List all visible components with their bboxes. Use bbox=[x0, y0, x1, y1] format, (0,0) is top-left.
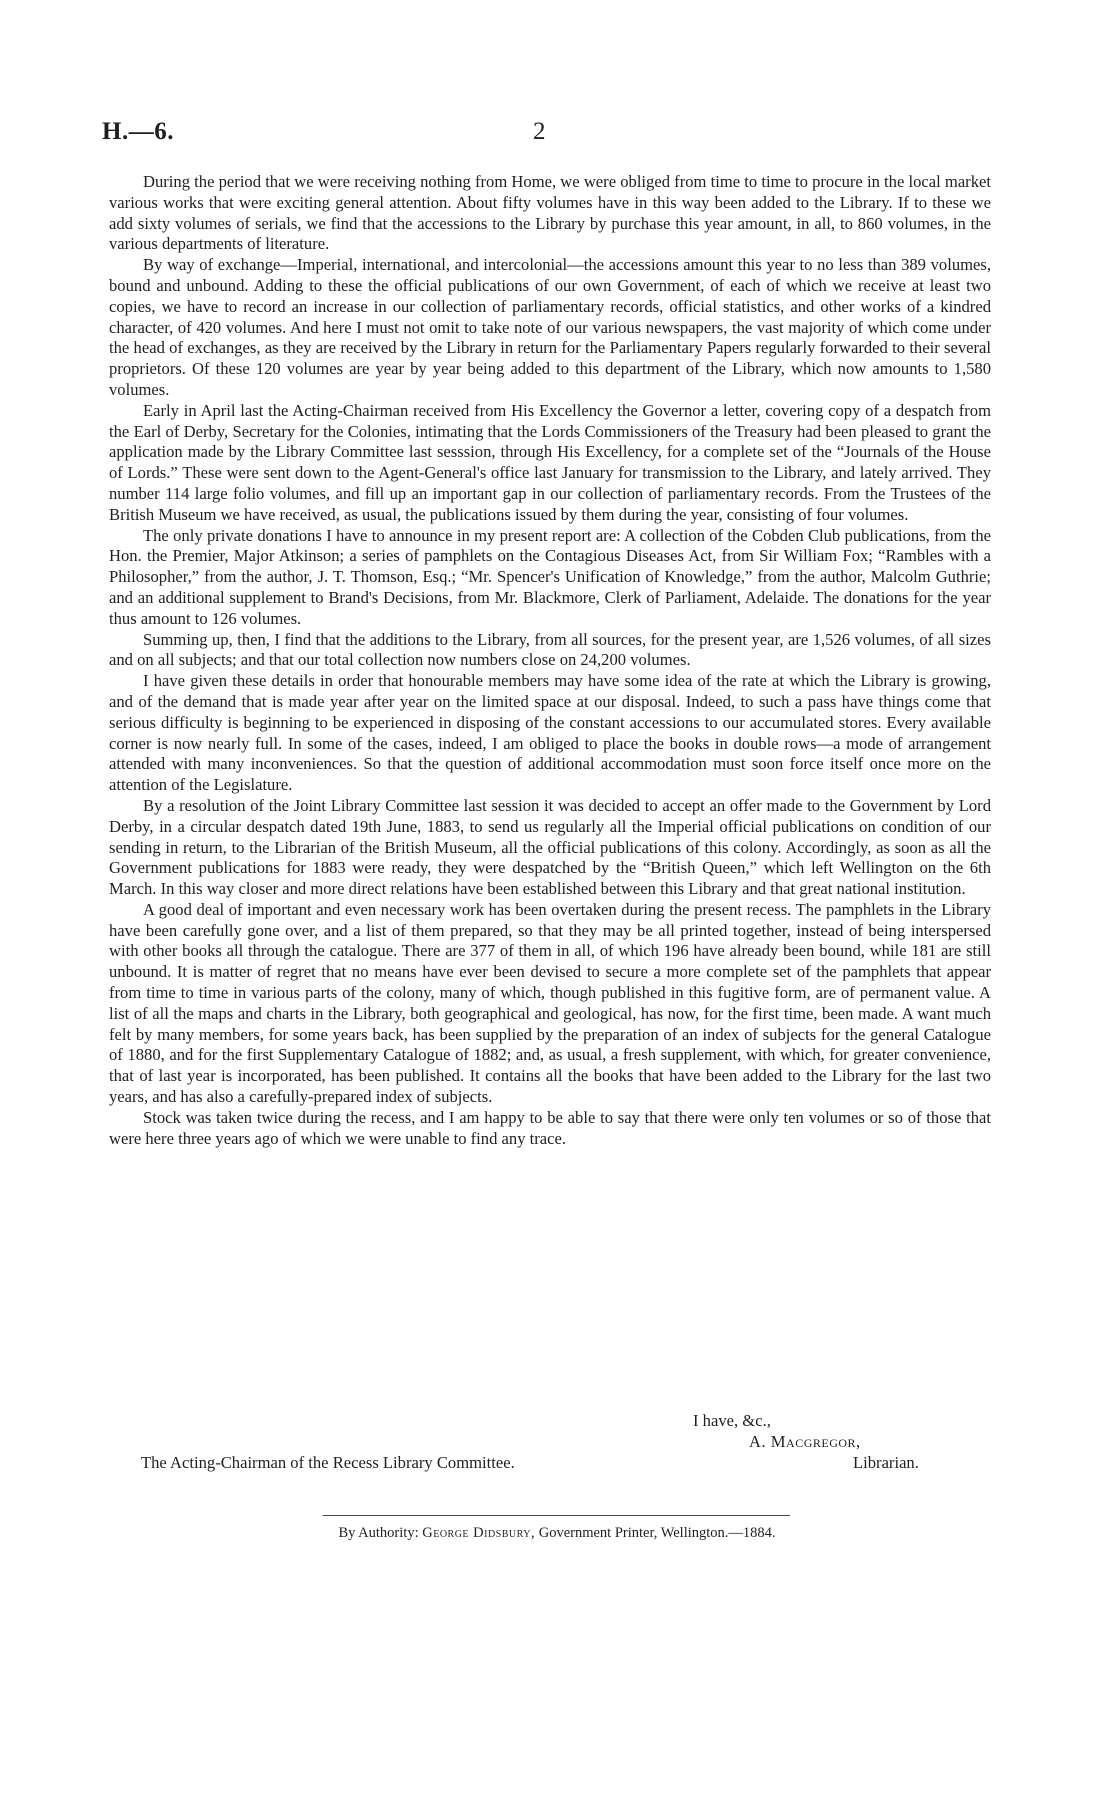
paragraph-imperial-publications: By a resolution of the Joint Library Committee last session it was decided to accept an offer made to the Government by Lord Derby, in a circular despatch dated 19th June, 1883, to send us regularly all the Imperial official publications on condition of our sending in return, to the Librarian of the British Museum, all the official publications of this colony. Accordingly, as soon as all the Government publications for 1883 were ready, they were despatched by the “British Queen,” which left Wellington on the 6th March. In this way closer and more direct relations have been established between this Library and that great national institution. bbox=[109, 795, 991, 899]
imprint-printer: George Didsbury, bbox=[422, 1525, 536, 1541]
paragraph-journals-of-lords: Early in April last the Acting-Chairman received from His Excellency the Governor a letter, covering copy of a despatch from the Earl of Derby, Secretary for the Colonies, intimating that the Lords Commissioners of the Treasury had been pleased to grant the application made by the Library Committee last sesssion, through His Excellency, for a complete set of the “Journals of the House of Lords.” These were sent down to the Agent-General's office last January for transmission to the Library, and lately arrived. They number 114 large folio volumes, and fill up an important gap in our collection of parliamentary records. From the Trustees of the British Museum we have received, as usual, the publications issued by them during the year, consisting of four volumes. bbox=[109, 400, 991, 524]
page-number: 2 bbox=[533, 118, 546, 145]
imprint-prefix: By Authority: bbox=[338, 1525, 419, 1541]
paragraph-stocktaking: Stock was taken twice during the recess, and I am happy to be able to say that there were only ten volumes or so of those that were here three years ago of which we were unable to find any trace. bbox=[109, 1107, 991, 1148]
signatory-name: A. Macgregor, bbox=[749, 1432, 861, 1451]
printer-imprint bbox=[0, 1525, 1114, 1542]
imprint-suffix: Government Printer, Wellington.—1884. bbox=[538, 1525, 776, 1541]
signatory-title: Librarian. bbox=[853, 1453, 919, 1472]
paragraph-recess-work: A good deal of important and even necessary work has been overtaken during the present recess. The pamphlets in the Library have been carefully gone over, and a list of them prepared, so that they may be all printed together, instead of being interspersed with other books all through the catalogue. There are 377 of them in all, of which 196 have already been bound, while 181 are still unbound. It is matter of regret that no means have ever been devised to secure a more complete set of the pamphlets that appear from time to time in various parts of the colony, many of which, though published in this fugitive form, are of permanent value. A list of all the maps and charts in the Library, both geographical and geological, has now, for the first time, been made. A want much felt by many members, for some years back, has been supplied by the preparation of an index of subjects for the general Catalogue of 1880, and for the first Supplementary Catalogue of 1882; and, as usual, a fresh supplement, with which, for greater convenience, that of last year is incorporated, has been published. It contains all the books that have been added to the Library for the last two years, and has also a carefully-prepared index of subjects. bbox=[109, 899, 991, 1107]
closing-salutation: I have, &c., bbox=[693, 1411, 771, 1430]
paragraph-donations: The only private donations I have to announce in my present report are: A collection of the Cobden Club publications, from the Hon. the Premier, Major Atkinson; a series of pamphlets on the Contagious Diseases Act, from Sir William Fox; “Rambles with a Philosopher,” from the author, J. T. Thomson, Esq.; “Mr. Spencer's Unification of Knowledge,” from the author, Malcolm Guthrie; and an additional supplement to Brand's Decisions, from Mr. Blackmore, Clerk of Parliament, Adelaide. The donations for the year thus amount to 126 volumes. bbox=[109, 525, 991, 628]
paragraph-exchanges: By way of exchange—Imperial, international, and intercolonial—the accessions amount this year to no less than 389 volumes, bound and unbound. Adding to these the official publications of our own Government, of each of which we receive at least two copies, we have to record an increase in our collection of parliamentary records, official statistics, and other works of a kindred character, of 420 volumes. And here I must not omit to take note of our various newspapers, the vast majority of which come under the head of exchanges, as they are received by the Library in return for the Parliamentary Papers regularly forwarded to their several proprietors. Of these 120 volumes are year by year being added to this department of the Library, which now amounts to 1,580 volumes. bbox=[109, 255, 991, 399]
paper-reference: H.—6. bbox=[102, 118, 174, 145]
paragraph-summary: Summing up, then, I find that the additions to the Library, from all sources, for the present year, are 1,526 volumes, of all sizes and on all subjects; and that our total collection now numbers close on 24,200 volumes. bbox=[109, 629, 991, 670]
paragraph-accommodation: I have given these details in order that honourable members may have some idea of the rate at which the Library is growing, and of the demand that is made year after year on the limited space at our disposal. Indeed, to such a pass have things come that serious difficulty is beginning to be experienced in disposing of the constant accessions to our accumulated stores. Every available corner is now nearly full. In some of the cases, indeed, I am obliged to place the books in double rows—a mode of arrangement attended with many inconveniences. So that the question of additional accommodation must soon force itself once more on the attention of the Legislature. bbox=[109, 671, 991, 795]
report-body bbox=[109, 172, 991, 1149]
footer-rule bbox=[323, 1515, 790, 1516]
addressee: The Acting-Chairman of the Recess Library Committee. bbox=[141, 1453, 515, 1472]
paragraph-purchases: During the period that we were receiving nothing from Home, we were obliged from time to time to procure in the local market various works that were exciting general attention. About fifty volumes have in this way been added to the Library. If to these we add sixty volumes of serials, we find that the accessions to the Library by purchase this year amount, in all, to 860 volumes, in the various departments of literature. bbox=[109, 172, 991, 254]
